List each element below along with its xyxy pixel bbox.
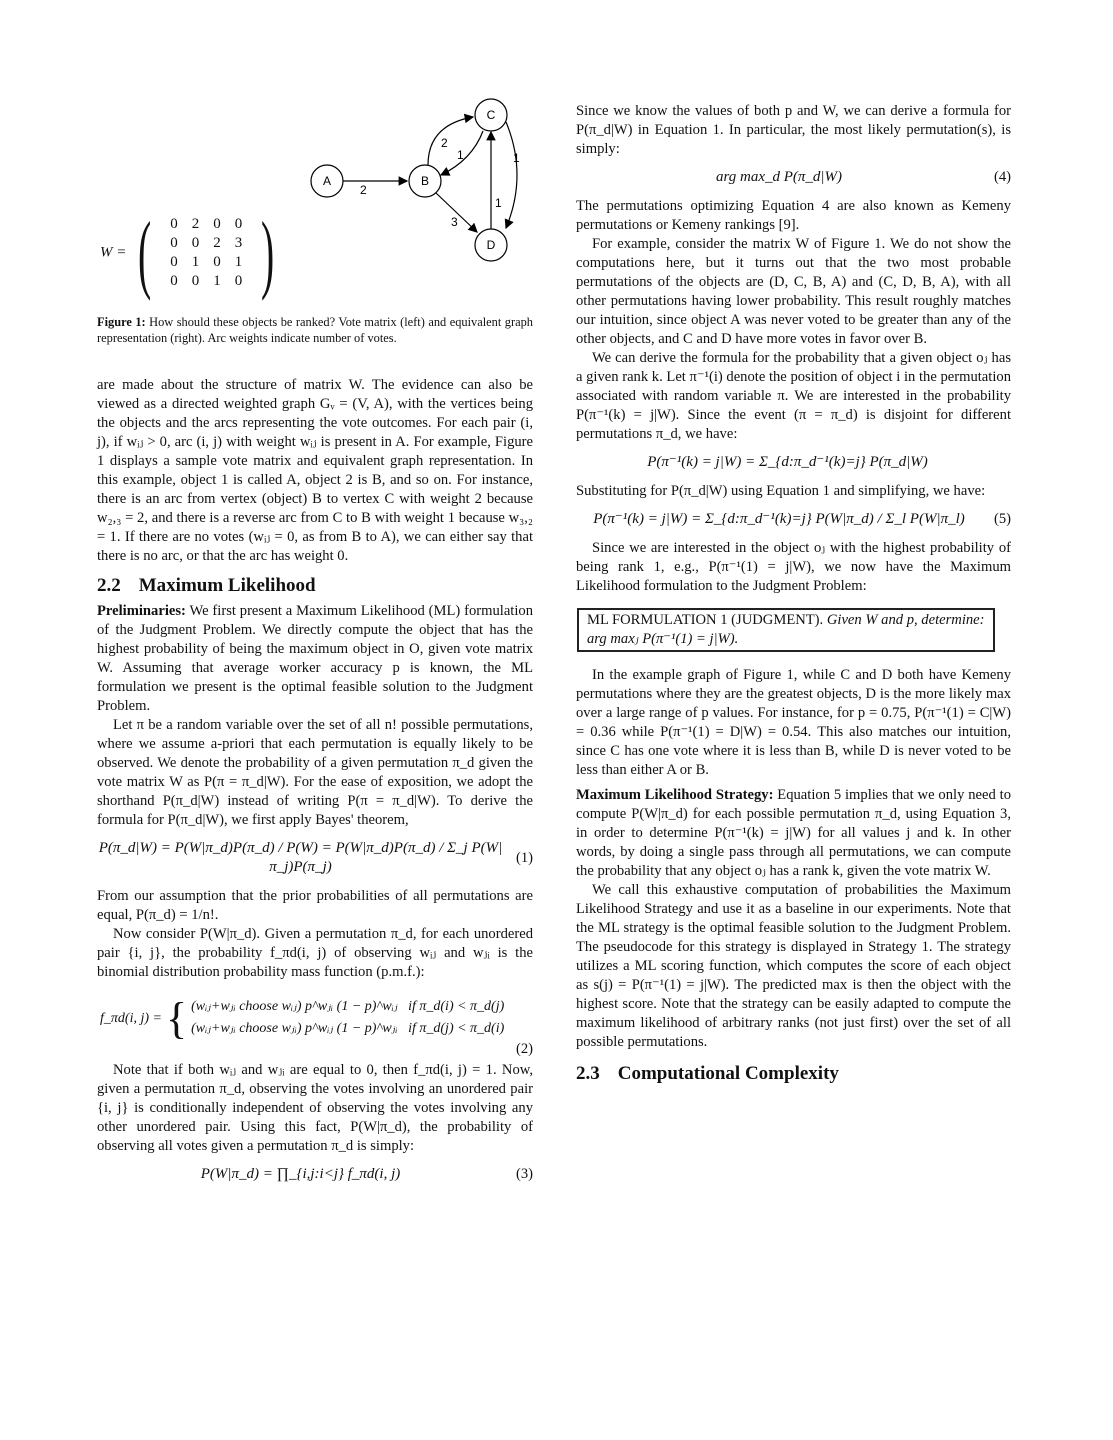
- paragraph: Note that if both wᵢⱼ and wⱼᵢ are equal to 0, then f_πd(i, j) = 1. Now, given a permutation π_d, observing the votes involving an unordered pair {i, j} is conditionally independent of observing the votes involving any other unordered pair. Using this fact, P(W|π_d), the probability of observing all votes given a permutation π_d is simply:: [97, 1062, 533, 1154]
- equation-rank: P(π⁻¹(k) = j|W) = Σ_{d:π_d⁻¹(k)=j} P(π_d|W): [647, 454, 928, 470]
- equation-5-row: [576, 510, 1011, 529]
- paragraph: From our assumption that the prior probabilities of all permutations are equal, P(π_d) = 1/n!.: [97, 888, 533, 923]
- equation-1: P(π_d|W) = P(W|π_d)P(π_d) / P(W) = P(W|π_d)P(π_d) / Σ_j P(W|π_j)P(π_j): [98, 840, 503, 875]
- label-ab: 2: [360, 183, 367, 197]
- node-label: C: [486, 108, 496, 122]
- right-paren: ): [260, 204, 275, 302]
- matrix-cell: 1: [213, 273, 221, 289]
- label-dc: 1: [495, 196, 502, 210]
- equation-3-row: [97, 1165, 533, 1184]
- node-label: A: [322, 174, 332, 188]
- equation-rank-row: [576, 453, 1011, 472]
- matrix-row: [163, 234, 249, 253]
- paragraph: Since we know the values of both p and W, we can derive a formula for P(π_d|W) in Equation 1. In particular, the most likely permutation(s), is simply:: [576, 103, 1011, 157]
- figure-caption: [97, 315, 533, 346]
- equation-2-cases: (wᵢⱼ+wⱼᵢ choose wᵢⱼ) p^wⱼᵢ (1 − p)^wᵢⱼ if π_d(i) < π_d(j) (wᵢⱼ+wⱼᵢ choose wⱼᵢ) p^wᵢⱼ (1 − p)^wⱼᵢ if π_d(j) < π_d(i): [191, 999, 505, 1036]
- caption-label: Figure 1:: [97, 315, 146, 329]
- matrix-cell: 0: [213, 216, 221, 232]
- node-label: D: [486, 238, 496, 252]
- paragraph: Now consider P(W|π_d). Given a permutation π_d, for each unordered pair {i, j}, the probability f_πd(i, j) of observing wᵢⱼ and wⱼᵢ is the binomial distribution probability mass function (p.m.f.):: [97, 926, 533, 980]
- paragraph: Preliminaries: We first present a Maximum Likelihood (ML) formulation of the Judgment Problem. We directly compute the object that has the highest probability of being the maximum object in O, given vote matrix W. Assuming that average worker accuracy p is known, the ML formulation we present is the optimal feasible solution to the Judgment Problem.: [97, 603, 533, 714]
- section-heading: 2.3 Computational Complexity: [576, 1063, 839, 1084]
- vote-graph: [300, 95, 540, 270]
- paragraph: In the example graph of Figure 1, while C and D both have Kemeny permutations where they are the greatest objects, D is the more likely max over a large range of p values. For instance, for p = 0.75, P(π⁻¹(1) = C|W) = 0.36 while P(π⁻¹(1) = D|W) = 0.54. This also matches our intuition, since C has one vote where it is less than B, while D is never voted to be less than either A or B.: [576, 667, 1011, 778]
- matrix-table: [163, 215, 249, 291]
- vote-matrix: [100, 204, 282, 302]
- matrix-cell: 2: [191, 216, 200, 232]
- label-cb: 1: [457, 148, 464, 162]
- equation-number: (3): [515, 1166, 533, 1182]
- equation-2: f_πd(i, j) = { (wᵢⱼ+wⱼᵢ choose wᵢⱼ) p^wⱼᵢ (1 − p)^wᵢⱼ if π_d(i) < π_d(j) (wᵢⱼ+wⱼᵢ choose wⱼᵢ) p^wᵢⱼ (1 − p)^wⱼᵢ if π_d(j) < π_d(i): [100, 993, 505, 1043]
- equation-number: (5): [993, 511, 1011, 527]
- matrix-cell: 1: [234, 254, 243, 270]
- ml-formulation-box: ML FORMULATION 1 (JUDGMENT). Given W and p, determine: arg maxⱼ P(π⁻¹(1) = j|W).: [577, 608, 995, 652]
- paragraph: Let π be a random variable over the set of all n! possible permutations, where we assume a-priori that each permutation is equally likely to be observed. We denote the probability of a given permutation π_d given the vote matrix W as P(π = π_d|W). For the ease of exposition, we adopt the shorthand P(π_d|W) instead of writing P(π = π_d|W). To derive the formula for P(π_d|W), we first apply Bayes' theorem,: [97, 717, 533, 828]
- matrix-cell: 0: [191, 235, 200, 251]
- label-bd: 3: [451, 215, 458, 229]
- paragraph: For example, consider the matrix W of Figure 1. We do not show the computations here, but it turns out that the two most probable permutations of the objects are (D, C, B, A) and (C, D, B, A), with all other permutations having lower probability. This result roughly matches our intuition, since object A was never voted to be greater than any of the other objects, and C and D have more votes in favor over B.: [576, 236, 1011, 347]
- matrix-cell: 3: [234, 235, 243, 251]
- matrix-cell: 0: [170, 235, 178, 251]
- brace: {: [165, 993, 188, 1043]
- equation-1-row: [97, 839, 533, 877]
- left-paren: (: [138, 204, 152, 302]
- matrix-cell: 0: [170, 254, 178, 270]
- matrix-cell: 0: [234, 273, 243, 289]
- label-cd: 1: [513, 151, 520, 165]
- paragraph: We call this exhaustive computation of probabilities the Maximum Likelihood Strategy and use it as a baseline in our experiments. Note that the ML strategy is the optimal feasible solution to the Judgment Problem. The pseudocode for this strategy is displayed in Strategy 1. The strategy utilizes a ML scoring function, which computes the score of each object as s(j) = P(π⁻¹(1) = j|W). The predicted max is then the object with the highest score. Note that the strategy can be easily adapted to compute the maximum likelihood of arbitrary ranks (not just first) over the set of all possible permutations.: [576, 882, 1011, 1050]
- node-label: B: [420, 174, 430, 188]
- matrix-label: W =: [100, 244, 127, 261]
- edge-c-d: [506, 122, 517, 228]
- matrix-cell: 2: [213, 235, 221, 251]
- paragraph: Substituting for P(π_d|W) using Equation 1 and simplifying, we have:: [576, 483, 986, 499]
- paragraph: Maximum Likelihood Strategy: Equation 5 implies that we only need to compute P(W|π_d) for each possible permutation π_d, using Equation 3, in order to determine P(π⁻¹(k) = j|W) for all values j and k. In other words, by doing a single pass through all permutations, we can compute the probability that any object oⱼ has a rank k, given the vote matrix W.: [576, 787, 1011, 879]
- equation-4: arg max_d P(π_d|W): [715, 169, 843, 185]
- matrix-cell: 1: [191, 254, 200, 270]
- paragraph: We can derive the formula for the probability that a given object oⱼ has a given rank k. Let π⁻¹(i) denote the position of object i in the permutation associated with random variable π. We are interested in the probability P(π⁻¹(k) = j|W). Since the event (π = π_d) is disjoint for different permutations π_d, we have:: [576, 350, 1011, 442]
- right-column: [576, 102, 1011, 1090]
- equation-5: P(π⁻¹(k) = j|W) = Σ_{d:π_d⁻¹(k)=j} P(W|π_d) / Σ_l P(W|π_l): [593, 511, 965, 527]
- matrix-cell: 0: [170, 216, 178, 232]
- paragraph: Since we are interested in the object oⱼ with the highest probability of being rank 1, e.g., P(π⁻¹(1) = j|W), we now have the Maximum Likelihood formulation to the Judgment Problem:: [576, 540, 1011, 594]
- equation-3: P(W|π_d) = ∏_{i,j:i<j} f_πd(i, j): [200, 1166, 401, 1182]
- matrix-cell: 0: [170, 273, 178, 289]
- equation-number: (1): [515, 849, 533, 866]
- matrix-row: [163, 215, 249, 234]
- matrix-cell: 0: [213, 254, 221, 270]
- equation-number: (4): [993, 169, 1011, 185]
- paragraph: are made about the structure of matrix W. The evidence can also be viewed as a directed weighted graph Gᵥ = (V, A), with the vertices being the objects and the arcs representing the vote outcomes. For each pair (i, j), if wᵢⱼ > 0, arc (i, j) with weight wᵢⱼ is present in A. For example, Figure 1 displays a sample vote matrix and equivalent graph representation. In this example, object 1 is called A, object 2 is B, and so on. For instance, there is an arc from vertex (object) B to vertex C with weight 2 because w₂,₃ = 2, and there is a reverse arc from C to B with weight 1 because w₃,₂ = 1. If there are no votes (wᵢⱼ = 0, as from B to A), we can either say that there is no arc, or that the arc has weight 0.: [97, 377, 533, 564]
- matrix-cell: 0: [191, 273, 200, 289]
- equation-number: (2): [515, 1041, 533, 1057]
- paragraph: The permutations optimizing Equation 4 are also known as Kemeny permutations or Kemeny rankings [9].: [576, 198, 1011, 233]
- equation-4-row: [576, 168, 1011, 187]
- caption-text: How should these objects be ranked? Vote matrix (left) and equivalent graph representation (right). Arc weights indicate number of votes.: [97, 315, 533, 345]
- label-bc: 2: [441, 136, 448, 150]
- matrix-row: [163, 253, 249, 272]
- matrix-cell: 0: [234, 216, 243, 232]
- section-heading: 2.2 Maximum Likelihood: [97, 575, 316, 596]
- matrix-row: [163, 272, 249, 291]
- left-column: [97, 376, 533, 1194]
